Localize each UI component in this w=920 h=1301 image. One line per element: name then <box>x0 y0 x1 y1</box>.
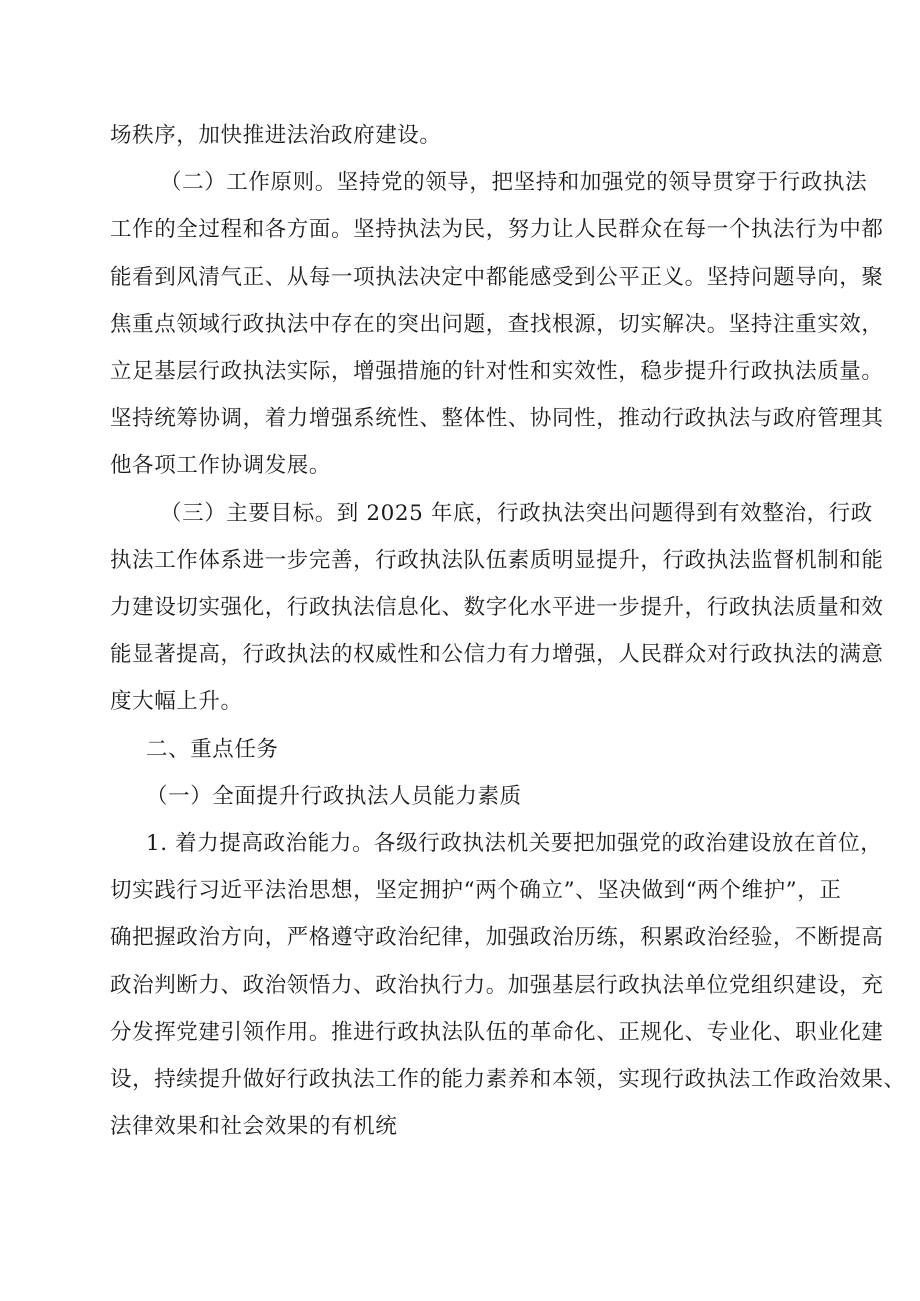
text-line: 切实践行习近平法治思想，坚定拥护“两个确立”、坚决做到“两个维护”，正 <box>110 878 842 904</box>
text-line: 度大幅上升。 <box>110 689 243 715</box>
text-line: 他各项工作协调发展。 <box>110 453 332 479</box>
text-line: 1. 着力提高政治能力。各级行政执法机关要把加强党的政治建设放在首位， <box>146 831 883 857</box>
text-line: 力建设切实强化，行政执法信息化、数字化水平进一步提升，行政执法质量和效 <box>110 595 884 621</box>
section-heading-text: 二、重点任务 <box>146 736 279 762</box>
text-line: （三）主要目标。到 2025 年底，行政执法突出问题得到有效整治，行政 <box>160 500 873 526</box>
text-line: 执法工作体系进一步完善，行政执法队伍素质明显提升，行政执法监督机制和能 <box>110 547 884 573</box>
subsection-heading <box>110 773 822 820</box>
paragraph-work-principles <box>110 159 884 489</box>
paragraph-political-ability <box>110 820 906 1150</box>
text-line: 确把握政治方向，严格遵守政治纪律，加强政治历练，积累政治经验，不断提高 <box>110 925 884 951</box>
text-line: 场秩序，加快推进法治政府建设。 <box>110 123 442 148</box>
paragraph-main-goals <box>110 490 884 726</box>
text-line: 工作的全过程和各方面。坚持执法为民，努力让人民群众在每一个执法行为中都 <box>110 217 884 243</box>
text-line: 能看到风清气正、从每一项执法决定中都能感受到公平正义。坚持问题导向，聚 <box>110 264 884 290</box>
document-body <box>110 112 906 1150</box>
paragraph-continuation <box>110 112 822 159</box>
subsection-heading-text: （一）全面提升行政执法人员能力素质 <box>146 783 522 809</box>
text-line: 能显著提高，行政执法的权威性和公信力有力增强，人民群众对行政执法的满意 <box>110 642 884 668</box>
text-line: 设，持续提升做好行政执法工作的能力素养和本领，实现行政执法工作政治效果、 <box>110 1067 906 1093</box>
text-line: 焦重点领域行政执法中存在的突出问题，查找根源，切实解决。坚持注重实效， <box>110 311 884 337</box>
text-line: 立足基层行政执法实际，增强措施的针对性和实效性，稳步提升行政执法质量。 <box>110 359 884 385</box>
text-line: 坚持统筹协调，着力增强系统性、整体性、协同性，推动行政执法与政府管理其 <box>110 406 884 432</box>
text-line: 政治判断力、政治领悟力、政治执行力。加强基层行政执法单位党组织建设，充 <box>110 972 884 998</box>
text-line: 分发挥党建引领作用。推进行政执法队伍的革命化、正规化、专业化、职业化建 <box>110 1019 884 1045</box>
text-line: （二）工作原则。坚持党的领导，把坚持和加强党的领导贯穿于行政执法 <box>160 170 868 196</box>
text-line: 法律效果和社会效果的有机统 <box>110 1114 398 1140</box>
section-heading <box>110 726 822 773</box>
